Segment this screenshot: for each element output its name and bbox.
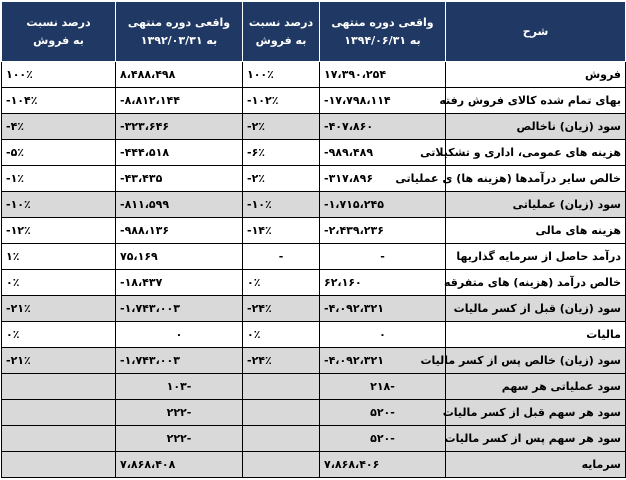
row-description: سود (زیان) خالص پس از کسر مالیات	[446, 348, 626, 374]
row-description: بهای تمام شده کالای فروش رفته	[446, 88, 626, 114]
percent-1392: ۱٪	[2, 244, 116, 270]
percent-1394	[243, 374, 320, 400]
table-row	[2, 296, 626, 322]
value-1392: ۸،۴۸۸،۴۹۸	[116, 62, 243, 88]
percent-1394: -۲٪	[243, 166, 320, 192]
value-1394: -۹۸۹،۴۸۹	[320, 140, 446, 166]
header-pct-1394	[243, 2, 320, 62]
value-1394: -۴،۰۹۲،۳۲۱	[320, 296, 446, 322]
table-row	[2, 218, 626, 244]
percent-1394: -۲٪	[243, 114, 320, 140]
percent-1394: -۱۴٪	[243, 218, 320, 244]
value-1394: -۴۰۷،۸۶۰	[320, 114, 446, 140]
table-row	[2, 62, 626, 88]
row-description: سود هر سهم پس از کسر مالیات	[446, 426, 626, 452]
table-row	[2, 140, 626, 166]
header-pct-1392	[2, 2, 116, 62]
percent-1394: -۲۴٪	[243, 348, 320, 374]
table-row	[2, 348, 626, 374]
percent-1392	[2, 400, 116, 426]
value-1392: -۴۳،۴۳۵	[116, 166, 243, 192]
value-1392: -۱،۷۴۳،۰۰۳	[116, 348, 243, 374]
value-1392: -۲۲۲	[116, 426, 243, 452]
value-1392: -۹۸۸،۱۳۶	[116, 218, 243, 244]
header-actual-1392	[116, 2, 243, 62]
percent-1392	[2, 426, 116, 452]
value-1392: -۸۱۱،۵۹۹	[116, 192, 243, 218]
table-row	[2, 166, 626, 192]
percent-1394: -۱۰۲٪	[243, 88, 320, 114]
row-description: سود عملیاتی هر سهم	[446, 374, 626, 400]
percent-1392: -۴٪	[2, 114, 116, 140]
percent-1392: ۰٪	[2, 322, 116, 348]
percent-1394: -۱۰٪	[243, 192, 320, 218]
table-row	[2, 114, 626, 140]
table-row	[2, 400, 626, 426]
header-actual-1394	[320, 2, 446, 62]
value-1394: ۷،۸۶۸،۴۰۶	[320, 452, 446, 478]
header-pct-1392-line1: درصد نسبت	[26, 15, 91, 29]
table-row	[2, 88, 626, 114]
percent-1392	[2, 374, 116, 400]
value-1392: -۸،۸۱۲،۱۴۴	[116, 88, 243, 114]
percent-1394	[243, 452, 320, 478]
value-1394: -۳۱۷،۸۹۶	[320, 166, 446, 192]
table-row	[2, 270, 626, 296]
value-1392: -۳۲۳،۶۴۶	[116, 114, 243, 140]
table-row	[2, 374, 626, 400]
value-1392: -۲۲۲	[116, 400, 243, 426]
percent-1392: ۱۰۰٪	[2, 62, 116, 88]
row-description: سود هر سهم قبل از کسر مالیات	[446, 400, 626, 426]
value-1392: -۴۴۴،۵۱۸	[116, 140, 243, 166]
header-pct-1394-line1: درصد نسبت	[248, 15, 314, 29]
value-1392: -۱۰۳	[116, 374, 243, 400]
row-description: خالص درآمد (هزینه) های متفرقه	[446, 270, 626, 296]
percent-1392: ۰٪	[2, 270, 116, 296]
income-statement-table	[1, 1, 626, 478]
row-description: هزینه های مالی	[446, 218, 626, 244]
value-1394: ۶۲،۱۶۰	[320, 270, 446, 296]
table-row	[2, 426, 626, 452]
value-1394: -۵۲۰	[320, 400, 446, 426]
percent-1394	[243, 426, 320, 452]
row-description: سود (زیان) عملیاتی	[446, 192, 626, 218]
percent-1394: -۲۴٪	[243, 296, 320, 322]
header-actual-1394-line2: به ۱۳۹۴/۰۶/۳۱	[344, 33, 421, 47]
percent-1394: ۰٪	[243, 322, 320, 348]
value-1394: ۱۷،۳۹۰،۲۵۴	[320, 62, 446, 88]
row-description: خالص سایر درآمدها (هزینه ها) ی عملیاتی	[446, 166, 626, 192]
percent-1392: -۵٪	[2, 140, 116, 166]
header-actual-1392-line1: واقعی دوره منتهی	[127, 15, 231, 29]
percent-1394: -۶٪	[243, 140, 320, 166]
table-row	[2, 244, 626, 270]
table-row	[2, 452, 626, 478]
header-description: شرح	[446, 2, 626, 62]
percent-1392	[2, 452, 116, 478]
percent-1394	[243, 400, 320, 426]
header-actual-1394-line1: واقعی دوره منتهی	[331, 15, 434, 29]
percent-1394: -	[243, 244, 320, 270]
value-1394: -۲،۴۳۹،۲۳۶	[320, 218, 446, 244]
percent-1394: ۱۰۰٪	[243, 62, 320, 88]
percent-1394: ۰٪	[243, 270, 320, 296]
header-pct-1394-line2: به فروش	[255, 33, 307, 47]
row-description: سود (زیان) ناخالص	[446, 114, 626, 140]
percent-1392: -۱۰۴٪	[2, 88, 116, 114]
value-1394: -۴،۰۹۲،۳۲۱	[320, 348, 446, 374]
table-row	[2, 322, 626, 348]
header-actual-1392-line2: به ۱۳۹۲/۰۳/۳۱	[140, 33, 218, 47]
header-pct-1392-line2: به فروش	[33, 33, 84, 47]
table-row	[2, 192, 626, 218]
percent-1392: -۲۱٪	[2, 348, 116, 374]
value-1392: -۱،۷۴۳،۰۰۳	[116, 296, 243, 322]
value-1394: -	[320, 244, 446, 270]
value-1392: ۰	[116, 322, 243, 348]
header-row	[2, 2, 626, 62]
percent-1392: -۱۲٪	[2, 218, 116, 244]
percent-1392: -۲۱٪	[2, 296, 116, 322]
row-description: سود (زیان) قبل از کسر مالیات	[446, 296, 626, 322]
value-1394: -۱۷،۷۹۸،۱۱۴	[320, 88, 446, 114]
row-description: هزینه های عمومی، اداری و تشکیلاتی	[446, 140, 626, 166]
value-1392: ۷۵،۱۶۹	[116, 244, 243, 270]
row-description: درآمد حاصل از سرمایه گذاریها	[446, 244, 626, 270]
value-1394: -۵۲۰	[320, 426, 446, 452]
percent-1392: -۱۰٪	[2, 192, 116, 218]
row-description: سرمایه	[446, 452, 626, 478]
value-1394: -۱،۷۱۵،۲۴۵	[320, 192, 446, 218]
value-1392: -۱۸،۴۳۷	[116, 270, 243, 296]
value-1392: ۷،۸۶۸،۴۰۸	[116, 452, 243, 478]
percent-1392: -۱٪	[2, 166, 116, 192]
row-description: مالیات	[446, 322, 626, 348]
value-1394: -۲۱۸	[320, 374, 446, 400]
value-1394: ۰	[320, 322, 446, 348]
row-description: فروش	[446, 62, 626, 88]
